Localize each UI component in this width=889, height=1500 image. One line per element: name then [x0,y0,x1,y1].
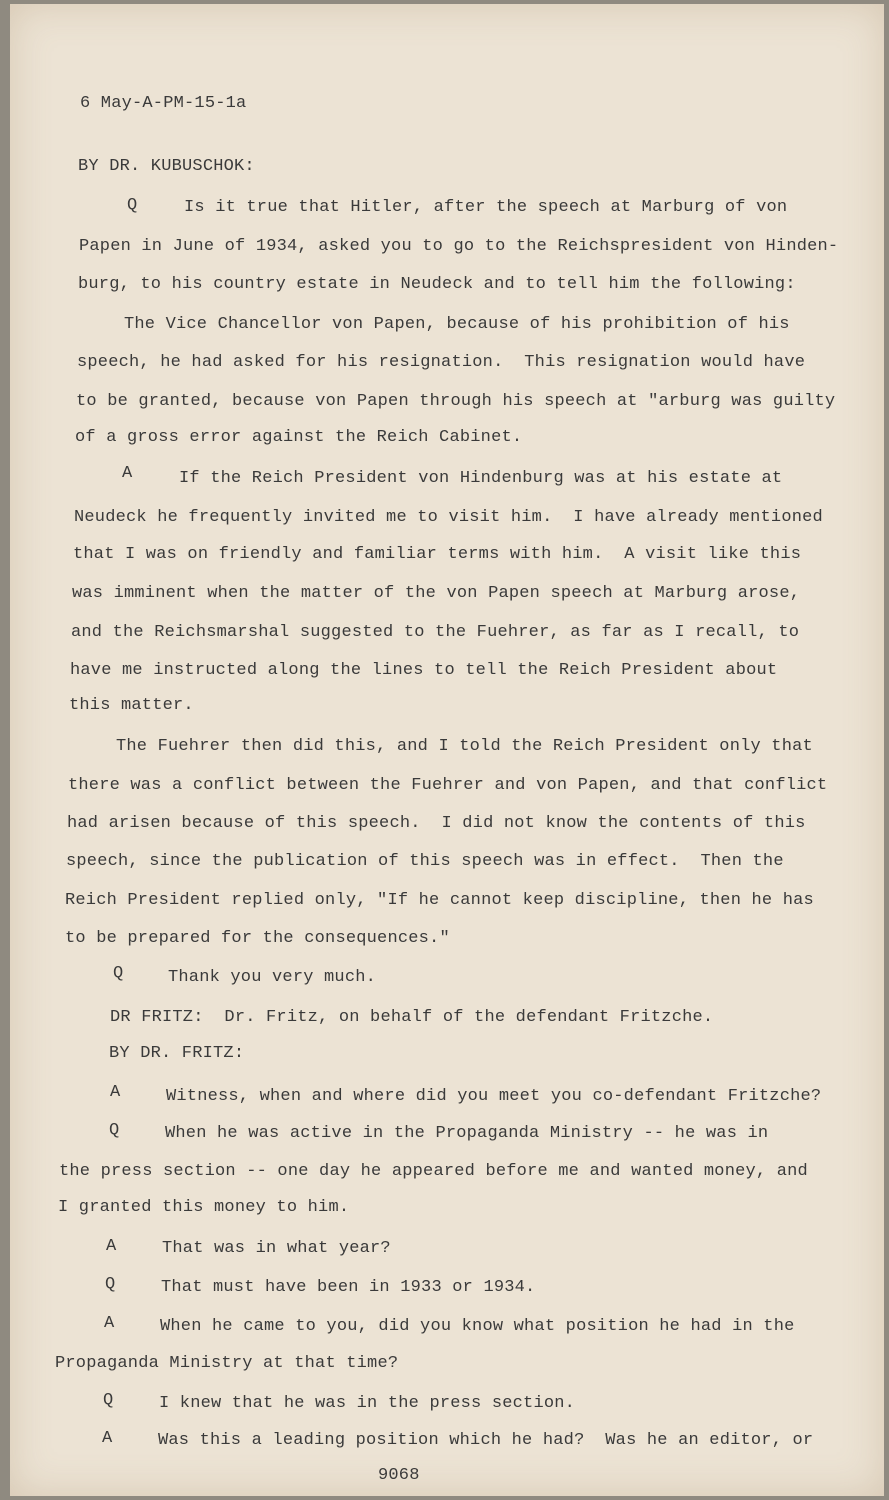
text-line: of a gross error against the Reich Cabinet. [75,428,523,447]
text-line: That must have been in 1933 or 1934. [161,1278,536,1297]
text-line: the press section -- one day he appeared before me and wanted money, and [59,1162,808,1181]
by-line-kubuschok: BY DR. KUBUSCHOK: [78,157,255,176]
text-line: Papen in June of 1934, asked you to go to the Reichspresident von Hinden- [79,237,839,256]
speaker-label: Q [103,1391,114,1410]
text-line: Neudeck he frequently invited me to visit him. I have already mentioned [74,508,823,527]
text-line: have me instructed along the lines to tell the Reich President about [70,661,778,680]
text-line: Thank you very much. [168,968,377,987]
text-line: The Fuehrer then did this, and I told the Reich President only that [116,737,813,756]
text-line: speech, since the publication of this speech was in effect. Then the [66,852,784,871]
text-line: When he came to you, did you know what position he had in the [160,1317,795,1336]
text-line: this matter. [69,696,194,715]
text-line: had arisen because of this speech. I did not know the contents of this [67,814,806,833]
text-line: there was a conflict between the Fuehrer and von Papen, and that conflict [68,776,828,795]
by-line-fritz: BY DR. FRITZ: [109,1044,245,1063]
text-line: I knew that he was in the press section. [159,1394,576,1413]
text-line: When he was active in the Propaganda Ministry -- he was in [165,1124,769,1143]
text-line: was imminent when the matter of the von Papen speech at Marburg arose, [72,584,801,603]
text-line: speech, he had asked for his resignation. This resignation would have [77,353,806,372]
text-line: If the Reich President von Hindenburg was at his estate at [179,469,783,488]
speaker-label: Q [127,196,138,215]
text-line: Propaganda Ministry at that time? [55,1354,399,1373]
text-line: That was in what year? [162,1239,391,1258]
speaker-label: A [104,1314,115,1333]
speaker-label: Q [105,1275,116,1294]
text-line: to be prepared for the consequences." [65,929,450,948]
text-line: I granted this money to him. [58,1198,350,1217]
text-line: Is it true that Hitler, after the speech at Marburg of von [184,198,788,217]
document-page [10,4,884,1496]
text-line: Was this a leading position which he had? Was he an editor, or [158,1431,814,1450]
document-header: 6 May-A-PM-15-1a [80,94,247,113]
speaker-label: A [102,1429,113,1448]
speaker-label: A [110,1083,121,1102]
text-line: The Vice Chancellor von Papen, because of his prohibition of his [124,315,790,334]
text-line: burg, to his country estate in Neudeck and to tell him the following: [78,275,796,294]
text-line: Witness, when and where did you meet you co-defendant Fritzche? [166,1087,822,1106]
speaker-label: Q [109,1121,120,1140]
text-line: that I was on friendly and familiar terms with him. A visit like this [73,545,802,564]
speaker-label: A [122,464,133,483]
text-line: to be granted, because von Papen through his speech at "arburg was guilty [76,392,836,411]
text-line: Reich President replied only, "If he cannot keep discipline, then he has [65,891,814,910]
text-line: and the Reichsmarshal suggested to the Fuehrer, as far as I recall, to [71,623,800,642]
speaker-label: A [106,1237,117,1256]
speaker-label: Q [113,964,124,983]
text-line: DR FRITZ: Dr. Fritz, on behalf of the defendant Fritzche. [110,1008,714,1027]
page-number: 9068 [378,1466,420,1485]
